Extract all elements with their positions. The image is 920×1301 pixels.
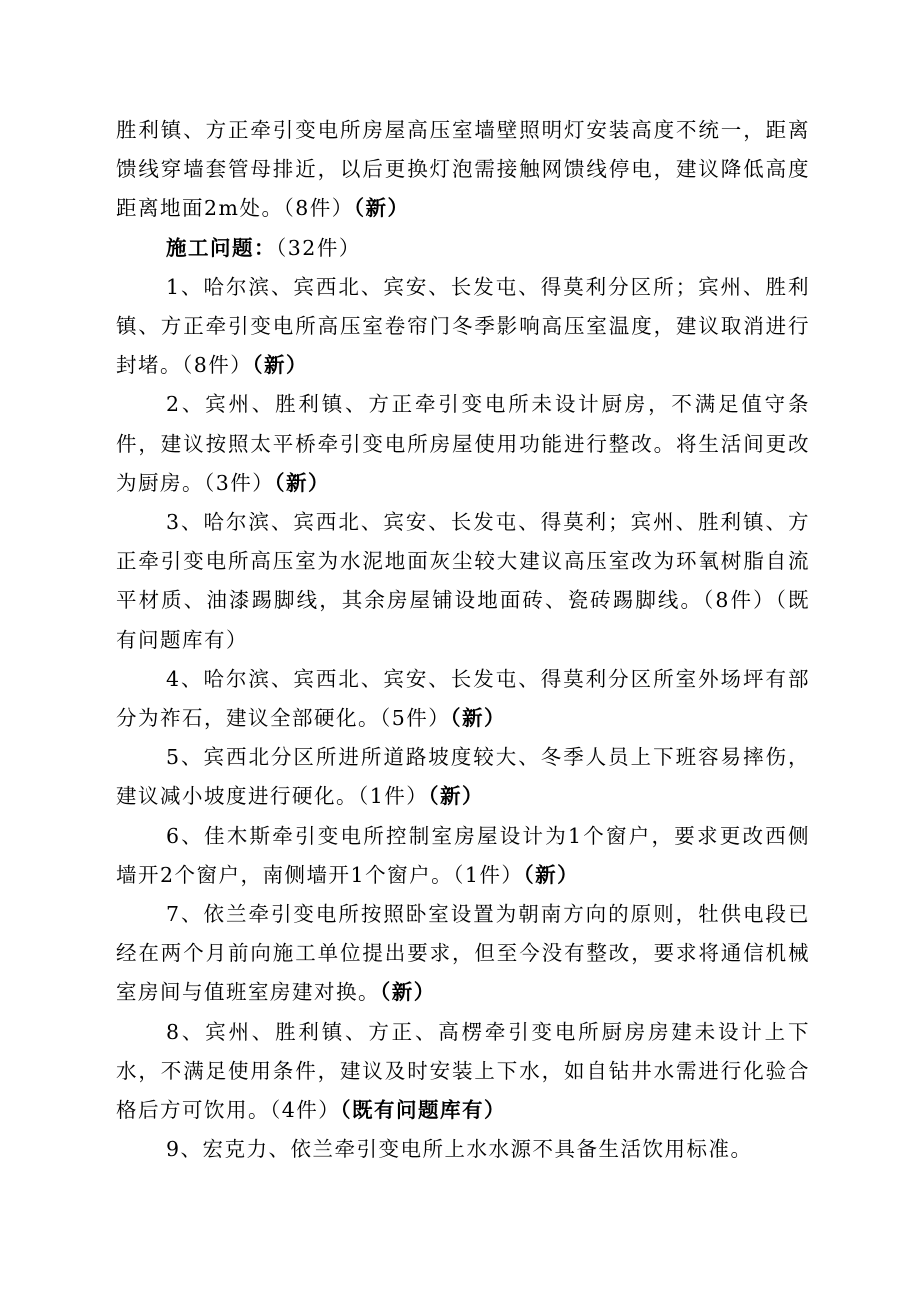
item-text: 3、哈尔滨、宾西北、宾安、长发屯、得莫利；宾州、胜利镇、方正牵引变电所高压室为水泥地面灰尘较大建议高压室改为环氧树脂自流平材质、油漆踢脚线，其余房屋铺设地面砖、瓷砖踢脚线。（8件）（既有问题库有） xyxy=(116,510,810,652)
document-body xyxy=(116,111,810,1169)
item-text: 8、宾州、胜利镇、方正、高楞牵引变电所厨房房建未设计上下水，不满足使用条件，建议及时安装上下水，如自钻井水需进行化验合格后方可饮用。（4件） xyxy=(116,1019,810,1123)
item-text: 9、宏克力、依兰牵引变电所上水水源不具备生活饮用标准。 xyxy=(166,1137,753,1162)
item-text: 5、宾西北分区所进所道路坡度较大、冬季人员上下班容易摔伤，建议减小坡度进行硬化。（1件） xyxy=(116,745,810,809)
item-text: 4、哈尔滨、宾西北、宾安、长发屯、得莫利分区所室外场坪有部分为祚石，建议全部硬化。（5件） xyxy=(116,666,810,731)
item-tag: （新） xyxy=(428,784,485,809)
section-count: （32件） xyxy=(276,235,361,260)
intro-paragraph xyxy=(116,111,810,229)
item-tag: （既有问题库有） xyxy=(340,1098,507,1123)
list-item-7 xyxy=(116,895,810,1013)
item-text: 6、佳木斯牵引变电所控制室房屋设计为1个窗户，要求更改西侧墙开2个窗户，南侧墙开1个窗户。（1件） xyxy=(116,823,810,887)
item-tag: （新） xyxy=(274,470,331,495)
list-item-6 xyxy=(116,817,810,895)
item-text: 7、依兰牵引变电所按照卧室设置为朝南方向的原则，牡供电段已经在两个月前向施工单位提出要求，但至今没有整改，要求将通信机械室房间与值班室房建对换。 xyxy=(116,902,810,1005)
list-item-4 xyxy=(116,660,810,738)
list-item-3 xyxy=(116,503,810,660)
section-heading xyxy=(116,229,810,268)
list-item-2 xyxy=(116,385,810,503)
item-tag: （新） xyxy=(450,706,507,731)
item-text: 2、宾州、胜利镇、方正牵引变电所未设计厨房，不满足值守条件，建议按照太平桥牵引变电所房屋使用功能进行整改。将生活间更改为厨房。（3件） xyxy=(116,392,810,495)
list-item-9 xyxy=(116,1130,810,1169)
item-tag: （新） xyxy=(252,353,309,378)
item-tag: （新） xyxy=(380,980,436,1005)
section-title: 施工问题： xyxy=(166,235,276,260)
list-item-1 xyxy=(116,268,810,386)
intro-text: 胜利镇、方正牵引变电所房屋高压室墙壁照明灯安装高度不统一，距离馈线穿墙套管母排近，以后更换灯泡需接触网馈线停电，建议降低高度距离地面2m处。（8件） xyxy=(116,118,810,221)
intro-tag: （新） xyxy=(353,196,410,221)
list-item-8 xyxy=(116,1013,810,1131)
item-tag: （新） xyxy=(523,862,580,887)
item-text: 1、哈尔滨、宾西北、宾安、长发屯、得莫利分区所；宾州、胜利镇、方正牵引变电所高压室卷帘门冬季影响高压室温度，建议取消进行封堵。（8件） xyxy=(116,274,810,378)
list-item-5 xyxy=(116,738,810,816)
